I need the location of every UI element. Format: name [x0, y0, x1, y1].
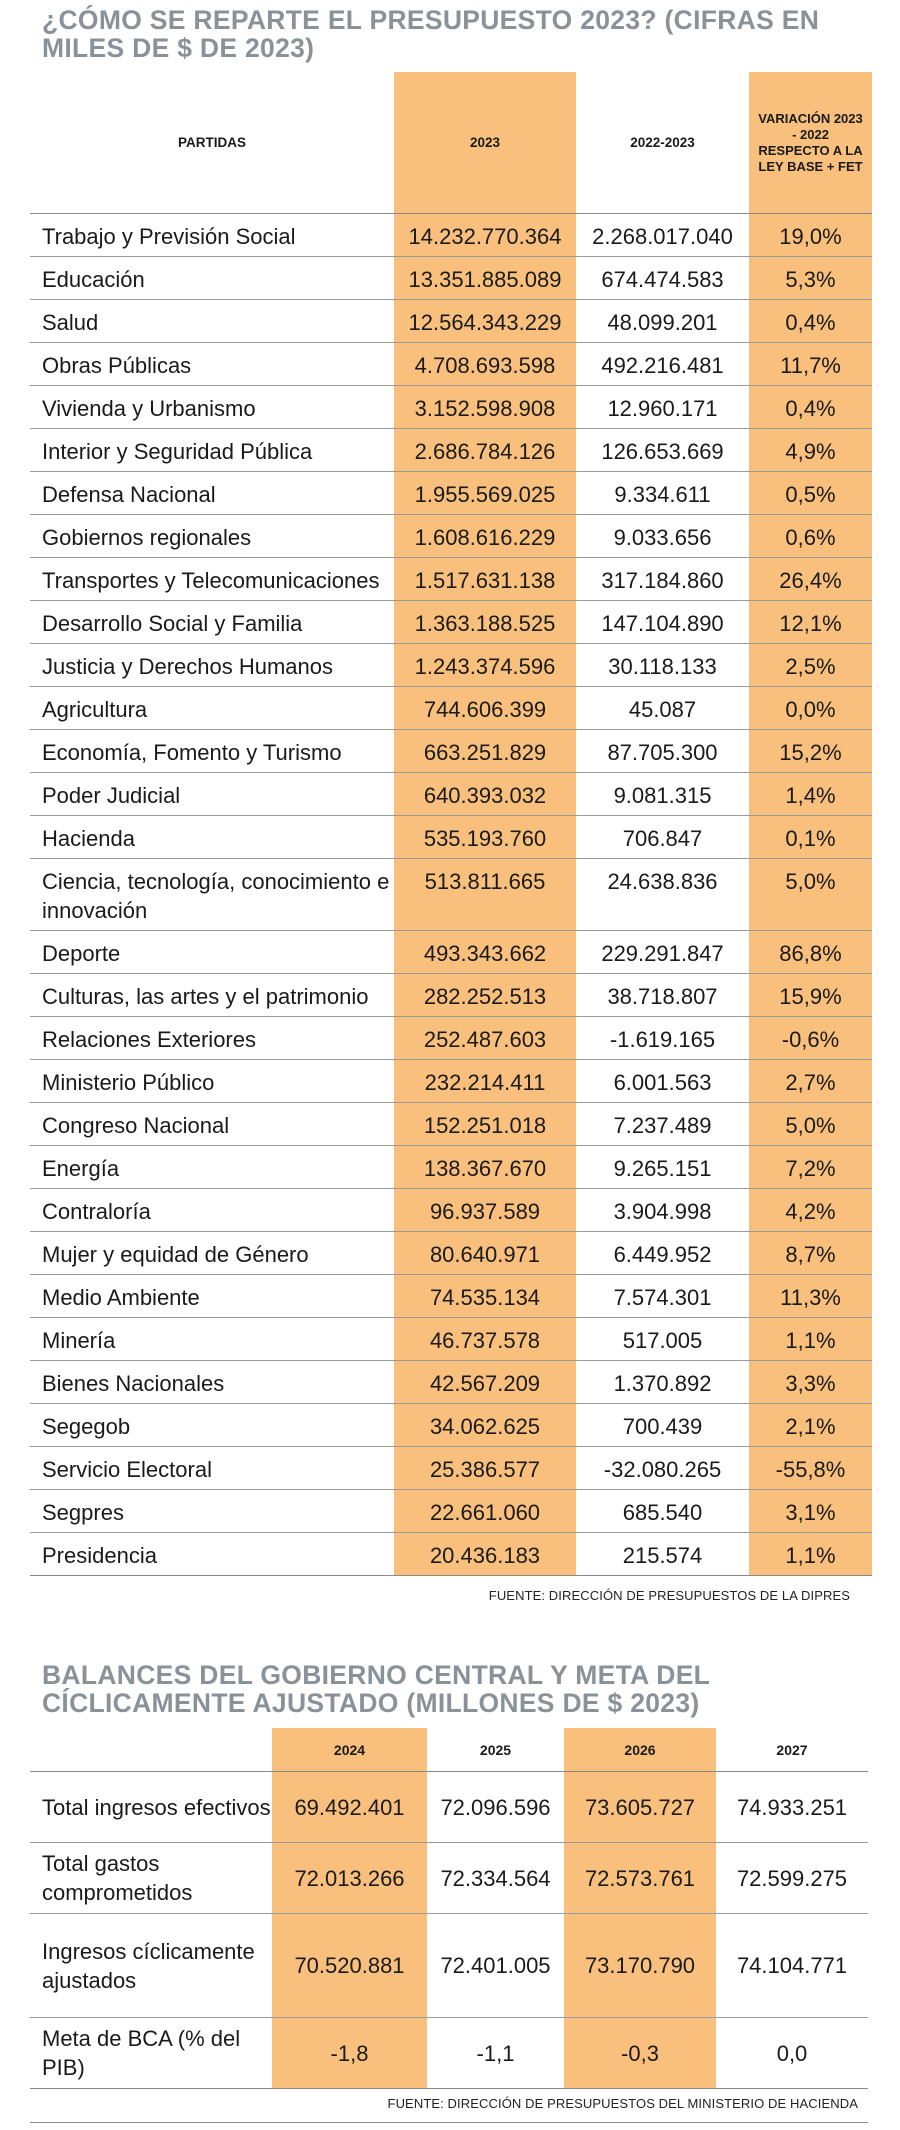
variation-cell: 3,3%	[749, 1361, 872, 1404]
balances-title: BALANCES DEL GOBIERNO CENTRAL Y META DEL CÍCLICAMENTE AJUSTADO (MILLONES DE $ 2023)	[42, 1660, 710, 1718]
variation-cell: 0,5%	[749, 472, 872, 515]
value-2022-2023-cell: 700.439	[576, 1404, 749, 1447]
value-cell: 0,0	[716, 2018, 868, 2089]
header-partidas: PARTIDAS	[30, 72, 394, 214]
table-row	[30, 644, 872, 687]
name-cell: Agricultura	[30, 687, 394, 730]
variation-cell: 0,1%	[749, 816, 872, 859]
value-2023-cell: 74.535.134	[394, 1275, 576, 1318]
table-row	[30, 2018, 868, 2089]
value-cell: 70.520.881	[272, 1914, 427, 2018]
header-year: 2025	[427, 1728, 564, 1772]
header-year: 2027	[716, 1728, 868, 1772]
variation-cell: 4,9%	[749, 429, 872, 472]
value-2023-cell: 42.567.209	[394, 1361, 576, 1404]
balances-table	[30, 1728, 868, 2089]
value-2022-2023-cell: 6.449.952	[576, 1232, 749, 1275]
name-cell: Poder Judicial	[30, 773, 394, 816]
variation-cell: 0,6%	[749, 515, 872, 558]
value-2022-2023-cell: -32.080.265	[576, 1447, 749, 1490]
header-year: 2026	[564, 1728, 716, 1772]
variation-cell: 11,7%	[749, 343, 872, 386]
table-row	[30, 816, 872, 859]
value-2023-cell: 152.251.018	[394, 1103, 576, 1146]
name-cell: Deporte	[30, 931, 394, 974]
value-2023-cell: 282.252.513	[394, 974, 576, 1017]
name-cell: Segegob	[30, 1404, 394, 1447]
name-cell: Presidencia	[30, 1533, 394, 1576]
variation-cell: 15,2%	[749, 730, 872, 773]
table-row	[30, 1060, 872, 1103]
value-2023-cell: 663.251.829	[394, 730, 576, 773]
budget-source: FUENTE: DIRECCIÓN DE PRESUPUESTOS DE LA DIPRES	[488, 1588, 850, 1603]
value-2023-cell: 1.955.569.025	[394, 472, 576, 515]
balances-header-row	[30, 1728, 868, 1772]
variation-cell: 2,7%	[749, 1060, 872, 1103]
table-row	[30, 472, 872, 515]
name-cell: Congreso Nacional	[30, 1103, 394, 1146]
value-2022-2023-cell: 30.118.133	[576, 644, 749, 687]
table-row	[30, 515, 872, 558]
table-row	[30, 1533, 872, 1576]
variation-cell: 15,9%	[749, 974, 872, 1017]
variation-cell: 2,5%	[749, 644, 872, 687]
name-cell: Ministerio Público	[30, 1060, 394, 1103]
name-cell: Salud	[30, 300, 394, 343]
value-2023-cell: 493.343.662	[394, 931, 576, 974]
variation-cell: -0,6%	[749, 1017, 872, 1060]
table-row	[30, 601, 872, 644]
table-row	[30, 859, 872, 931]
name-cell: Mujer y equidad de Género	[30, 1232, 394, 1275]
variation-cell: 0,4%	[749, 386, 872, 429]
value-cell: 74.933.251	[716, 1772, 868, 1843]
header-blank	[30, 1728, 272, 1772]
header-2022-2023: 2022-2023	[576, 72, 749, 214]
value-2023-cell: 3.152.598.908	[394, 386, 576, 429]
variation-cell: -55,8%	[749, 1447, 872, 1490]
variation-cell: 5,3%	[749, 257, 872, 300]
row-label-cell: Meta de BCA (% del PIB)	[30, 2018, 272, 2089]
value-cell: -1,8	[272, 2018, 427, 2089]
value-2023-cell: 25.386.577	[394, 1447, 576, 1490]
table-row	[30, 1361, 872, 1404]
value-2022-2023-cell: 9.334.611	[576, 472, 749, 515]
variation-cell: 8,7%	[749, 1232, 872, 1275]
table-row	[30, 1318, 872, 1361]
variation-cell: 11,3%	[749, 1275, 872, 1318]
table-row	[30, 1189, 872, 1232]
table-row	[30, 257, 872, 300]
value-2022-2023-cell: 9.265.151	[576, 1146, 749, 1189]
table-row	[30, 1772, 868, 1843]
variation-cell: 19,0%	[749, 214, 872, 257]
variation-cell: 0,4%	[749, 300, 872, 343]
value-cell: 73.170.790	[564, 1914, 716, 2018]
table-row	[30, 1232, 872, 1275]
budget-table	[30, 72, 872, 1576]
table-row	[30, 1490, 872, 1533]
bottom-divider	[30, 2122, 868, 2123]
header-year: 2024	[272, 1728, 427, 1772]
value-2022-2023-cell: 9.033.656	[576, 515, 749, 558]
name-cell: Bienes Nacionales	[30, 1361, 394, 1404]
value-2022-2023-cell: 87.705.300	[576, 730, 749, 773]
value-2022-2023-cell: 7.237.489	[576, 1103, 749, 1146]
table-row	[30, 974, 872, 1017]
name-cell: Interior y Seguridad Pública	[30, 429, 394, 472]
variation-cell: 1,1%	[749, 1318, 872, 1361]
table-row	[30, 1914, 868, 2018]
value-2023-cell: 2.686.784.126	[394, 429, 576, 472]
value-2023-cell: 34.062.625	[394, 1404, 576, 1447]
variation-cell: 7,2%	[749, 1146, 872, 1189]
value-cell: 72.013.266	[272, 1843, 427, 1914]
value-2022-2023-cell: 7.574.301	[576, 1275, 749, 1318]
table-row	[30, 343, 872, 386]
name-cell: Gobiernos regionales	[30, 515, 394, 558]
value-2022-2023-cell: 38.718.807	[576, 974, 749, 1017]
table-row	[30, 300, 872, 343]
table-row	[30, 1103, 872, 1146]
value-2022-2023-cell: 674.474.583	[576, 257, 749, 300]
value-2022-2023-cell: 24.638.836	[576, 859, 749, 931]
name-cell: Contraloría	[30, 1189, 394, 1232]
name-cell: Justicia y Derechos Humanos	[30, 644, 394, 687]
value-2022-2023-cell: 517.005	[576, 1318, 749, 1361]
name-cell: Transportes y Telecomunicaciones	[30, 558, 394, 601]
variation-cell: 5,0%	[749, 859, 872, 931]
budget-header-row	[30, 72, 872, 214]
value-2022-2023-cell: 1.370.892	[576, 1361, 749, 1404]
value-2023-cell: 232.214.411	[394, 1060, 576, 1103]
name-cell: Trabajo y Previsión Social	[30, 214, 394, 257]
value-2023-cell: 640.393.032	[394, 773, 576, 816]
table-row	[30, 1404, 872, 1447]
variation-cell: 86,8%	[749, 931, 872, 974]
value-2022-2023-cell: 9.081.315	[576, 773, 749, 816]
value-2023-cell: 252.487.603	[394, 1017, 576, 1060]
value-2022-2023-cell: 48.099.201	[576, 300, 749, 343]
value-cell: 69.492.401	[272, 1772, 427, 1843]
name-cell: Relaciones Exteriores	[30, 1017, 394, 1060]
table-row	[30, 558, 872, 601]
name-cell: Energía	[30, 1146, 394, 1189]
value-2022-2023-cell: 706.847	[576, 816, 749, 859]
name-cell: Culturas, las artes y el patrimonio	[30, 974, 394, 1017]
name-cell: Defensa Nacional	[30, 472, 394, 515]
variation-cell: 12,1%	[749, 601, 872, 644]
value-2023-cell: 14.232.770.364	[394, 214, 576, 257]
value-2022-2023-cell: -1.619.165	[576, 1017, 749, 1060]
value-2023-cell: 1.243.374.596	[394, 644, 576, 687]
name-cell: Obras Públicas	[30, 343, 394, 386]
row-label-cell: Ingresos cíclicamente ajustados	[30, 1914, 272, 2018]
table-row	[30, 429, 872, 472]
value-2022-2023-cell: 126.653.669	[576, 429, 749, 472]
value-cell: 72.334.564	[427, 1843, 564, 1914]
value-2023-cell: 46.737.578	[394, 1318, 576, 1361]
table-row	[30, 214, 872, 257]
value-2023-cell: 138.367.670	[394, 1146, 576, 1189]
row-label-cell: Total ingresos efectivos	[30, 1772, 272, 1843]
name-cell: Hacienda	[30, 816, 394, 859]
value-cell: 72.401.005	[427, 1914, 564, 2018]
value-cell: -1,1	[427, 2018, 564, 2089]
name-cell: Segpres	[30, 1490, 394, 1533]
budget-title: ¿CÓMO SE REPARTE EL PRESUPUESTO 2023? (CIFRAS EN MILES DE $ DE 2023)	[42, 5, 820, 63]
value-2023-cell: 12.564.343.229	[394, 300, 576, 343]
name-cell: Minería	[30, 1318, 394, 1361]
value-2023-cell: 1.517.631.138	[394, 558, 576, 601]
value-2022-2023-cell: 12.960.171	[576, 386, 749, 429]
value-2023-cell: 13.351.885.089	[394, 257, 576, 300]
name-cell: Economía, Fomento y Turismo	[30, 730, 394, 773]
variation-cell: 2,1%	[749, 1404, 872, 1447]
value-2023-cell: 744.606.399	[394, 687, 576, 730]
value-2023-cell: 22.661.060	[394, 1490, 576, 1533]
value-cell: 72.096.596	[427, 1772, 564, 1843]
table-row	[30, 1843, 868, 1914]
name-cell: Desarrollo Social y Familia	[30, 601, 394, 644]
value-2023-cell: 513.811.665	[394, 859, 576, 931]
value-cell: 72.573.761	[564, 1843, 716, 1914]
table-row	[30, 386, 872, 429]
value-2023-cell: 80.640.971	[394, 1232, 576, 1275]
value-2023-cell: 1.608.616.229	[394, 515, 576, 558]
name-cell: Medio Ambiente	[30, 1275, 394, 1318]
variation-cell: 0,0%	[749, 687, 872, 730]
value-2023-cell: 535.193.760	[394, 816, 576, 859]
value-2022-2023-cell: 685.540	[576, 1490, 749, 1533]
variation-cell: 5,0%	[749, 1103, 872, 1146]
value-2022-2023-cell: 2.268.017.040	[576, 214, 749, 257]
header-variacion: VARIACIÓN 2023 - 2022 RESPECTO A LA LEY BASE + FET	[749, 72, 872, 214]
name-cell: Educación	[30, 257, 394, 300]
value-cell: -0,3	[564, 2018, 716, 2089]
table-row	[30, 931, 872, 974]
table-row	[30, 687, 872, 730]
table-row	[30, 1017, 872, 1060]
value-2022-2023-cell: 215.574	[576, 1533, 749, 1576]
value-2022-2023-cell: 45.087	[576, 687, 749, 730]
value-cell: 73.605.727	[564, 1772, 716, 1843]
value-cell: 72.599.275	[716, 1843, 868, 1914]
table-row	[30, 730, 872, 773]
value-2023-cell: 4.708.693.598	[394, 343, 576, 386]
name-cell: Ciencia, tecnología, conocimiento e innovación	[30, 859, 394, 931]
variation-cell: 4,2%	[749, 1189, 872, 1232]
value-2022-2023-cell: 317.184.860	[576, 558, 749, 601]
value-2022-2023-cell: 3.904.998	[576, 1189, 749, 1232]
value-2022-2023-cell: 229.291.847	[576, 931, 749, 974]
balances-source: FUENTE: DIRECCIÓN DE PRESUPUESTOS DEL MINISTERIO DE HACIENDA	[387, 2096, 858, 2111]
value-2023-cell: 96.937.589	[394, 1189, 576, 1232]
name-cell: Vivienda y Urbanismo	[30, 386, 394, 429]
value-2022-2023-cell: 492.216.481	[576, 343, 749, 386]
variation-cell: 26,4%	[749, 558, 872, 601]
table-row	[30, 1275, 872, 1318]
value-2023-cell: 20.436.183	[394, 1533, 576, 1576]
table-row	[30, 1146, 872, 1189]
value-2022-2023-cell: 147.104.890	[576, 601, 749, 644]
variation-cell: 3,1%	[749, 1490, 872, 1533]
table-row	[30, 773, 872, 816]
table-row	[30, 1447, 872, 1490]
value-2023-cell: 1.363.188.525	[394, 601, 576, 644]
header-2023: 2023	[394, 72, 576, 214]
value-cell: 74.104.771	[716, 1914, 868, 2018]
variation-cell: 1,4%	[749, 773, 872, 816]
value-2022-2023-cell: 6.001.563	[576, 1060, 749, 1103]
row-label-cell: Total gastos comprometidos	[30, 1843, 272, 1914]
variation-cell: 1,1%	[749, 1533, 872, 1576]
name-cell: Servicio Electoral	[30, 1447, 394, 1490]
